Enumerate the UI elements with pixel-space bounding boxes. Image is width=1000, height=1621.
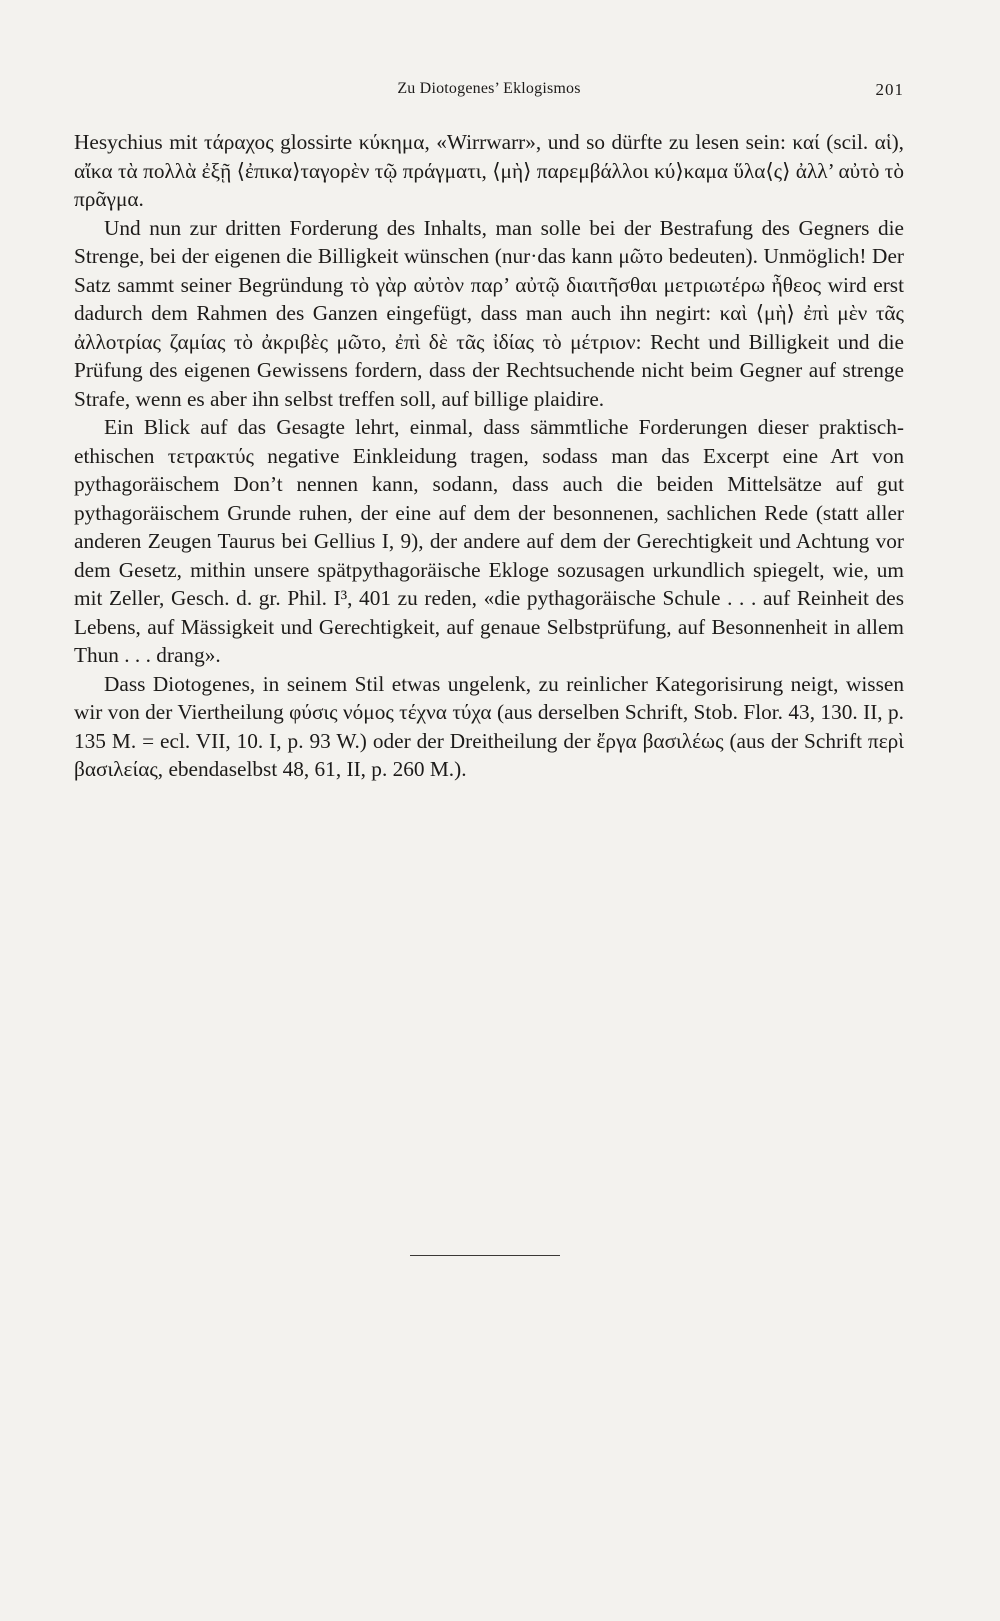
paragraph: Ein Blick auf das Gesagte lehrt, einmal, dass sämmtliche Forderungen dieser praktisch-ethischen τετρακτύς negative Einkleidung tragen, sodass man das Excerpt eine Art von pythagoräischem Don’t nennen kann, sodann, dass auch die beiden Mittelsätze auf gut pythagoräischem Grunde ruhen, der eine auf dem der besonnenen, sachlichen Rede (statt aller anderen Zeugen Taurus bei Gellius I, 9), der andere auf dem der Gerechtigkeit und Achtung vor dem Gesetz, mithin unsere spätpythagoräische Ekloge sozusagen urkundlich spiegelt, wie, um mit Zeller, Gesch. d. gr. Phil. I³, 401 zu reden, «die pythagoräische Schule . . . auf Reinheit des Lebens, auf Mässigkeit und Gerechtigkeit, auf genaue Selbstprüfung, auf Besonnenheit in allem Thun . . . drang». [74, 415, 904, 667]
page-header [74, 80, 904, 110]
body-text [74, 128, 904, 784]
paragraph: Hesychius mit τάραχος glossirte κύκημα, «Wirrwarr», und so dürfte zu lesen sein: καί (scil. αἱ), αἴκα τὰ πολλὰ ἐξῇ ⟨ἐπικα⟩ταγορὲν τῷ πράγματι, ⟨μὴ⟩ παρεμβάλλοι κύ⟩καμα ὕλα⟨ς⟩ ἀλλ’ αὐτὸ τὸ πρᾶγμα. [74, 130, 904, 211]
running-title: Zu Diotogenes’ Eklogismos [397, 80, 581, 97]
section-divider [410, 1255, 560, 1256]
page-number: 201 [875, 80, 904, 99]
paragraph: Und nun zur dritten Forderung des Inhalts, man solle bei der Bestrafung des Gegners die Strenge, bei der eigenen die Billigkeit wünschen (nur·das kann μῶτο bedeuten). Unmöglich! Der Satz sammt seiner Begründung τὸ γὰρ αὐτὸν παρ’ αὐτῷ διαιτῆσθαι μετριωτέρω ἦθεος wird erst dadurch dem Rahmen des Ganzen eingefügt, dass man auch ihn negirt: καὶ ⟨μὴ⟩ ἐπὶ μὲν τᾶς ἀλλοτρίας ζαμίας τὸ ἀκριβὲς μῶτο, ἐπὶ δὲ τᾶς ἰδίας τὸ μέτριον: Recht und Billigkeit und die Prüfung des eigenen Gewissens fordern, dass der Rechtsuchende nicht beim Gegner auf strenge Strafe, wenn es aber ihn selbst treffen soll, auf billige plaidire. [74, 215, 904, 411]
paragraph: Dass Diotogenes, in seinem Stil etwas ungelenk, zu reinlicher Kategorisirung neigt, wissen wir von der Viertheilung φύσις νόμος τέχνα τύχα (aus derselben Schrift, Stob. Flor. 43, 130. II, p. 135 M. = ecl. VII, 10. I, p. 93 W.) oder der Dreitheilung der ἔργα βασιλέως (aus der Schrift περὶ βασιλείας, ebendaselbst 48, 61, II, p. 260 M.). [74, 671, 904, 781]
